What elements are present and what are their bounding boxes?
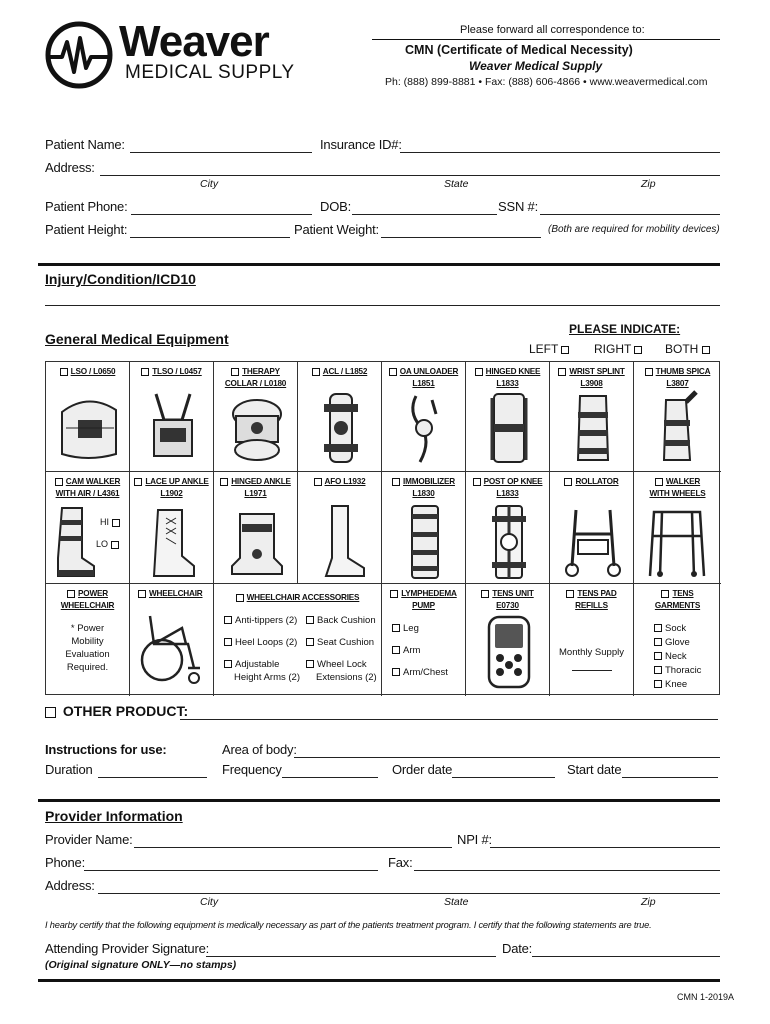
injury-field[interactable] — [45, 305, 720, 306]
start-date-field[interactable] — [622, 777, 718, 778]
garment-option-label: Thoracic — [665, 665, 702, 676]
equipment-code: L1833 — [496, 379, 519, 388]
acc-option[interactable] — [224, 614, 297, 627]
power-note-line: Required. — [66, 662, 109, 673]
duration-label: Duration — [45, 762, 93, 777]
lymph-option[interactable] — [392, 644, 420, 657]
equipment-cell[interactable] — [298, 362, 382, 472]
equipment-label: THERAPY — [242, 367, 280, 376]
checkbox[interactable] — [236, 594, 244, 602]
acc-option[interactable] — [306, 636, 374, 649]
pad-supply: Monthly Supply — [559, 647, 624, 658]
cam-lo-label: LO — [96, 539, 109, 549]
equipment-code: L1902 — [160, 489, 183, 498]
provider-address-field[interactable] — [98, 893, 720, 894]
equipment-cell[interactable] — [130, 584, 214, 696]
dob-field[interactable] — [352, 214, 497, 215]
checkbox[interactable] — [475, 368, 483, 376]
patient-name-field[interactable] — [130, 152, 312, 153]
lymph-option-label: Leg — [403, 623, 419, 634]
equipment-grid — [45, 361, 720, 695]
dob-label: DOB: — [320, 199, 351, 214]
equipment-label: WHEELCHAIR — [149, 589, 203, 598]
other-product-label: OTHER PRODUCT: — [62, 703, 189, 719]
checkbox[interactable] — [60, 368, 68, 376]
equipment-label: IMMOBILIZER — [403, 477, 455, 486]
checkbox[interactable] — [67, 590, 75, 598]
equipment-label: ACL / L1852 — [322, 367, 368, 376]
checkbox[interactable] — [306, 616, 314, 624]
form-code: CMN 1-2019A — [677, 992, 735, 1002]
lymph-option-label: Arm/Chest — [403, 667, 448, 678]
hinged-ankle-icon — [228, 510, 286, 578]
equipment-label: ROLLATOR — [575, 477, 619, 486]
checkbox[interactable] — [564, 478, 572, 486]
equipment-code: L1830 — [412, 489, 435, 498]
side-left-label: LEFT — [529, 342, 559, 356]
checkbox[interactable] — [224, 638, 232, 646]
zip-caption: Zip — [641, 178, 656, 190]
company-name: Weaver Medical Supply — [469, 59, 603, 73]
equipment-label: LACE UP ANKLE — [145, 477, 209, 486]
start-date-label: Start date — [567, 762, 622, 777]
garment-option[interactable] — [654, 622, 686, 635]
checkbox[interactable] — [220, 478, 228, 486]
other-product[interactable] — [45, 703, 188, 719]
equipment-code: E0730 — [496, 601, 519, 610]
address-field[interactable] — [100, 175, 720, 176]
divider — [38, 799, 720, 802]
instructions-label: Instructions for use: — [45, 742, 167, 757]
equipment-cell[interactable] — [130, 472, 214, 584]
acc-option-cont: Height Arms (2) — [234, 672, 300, 683]
equipment-cell[interactable] — [46, 362, 130, 472]
garment-option[interactable] — [654, 650, 687, 663]
equipment-cell[interactable] — [634, 362, 721, 472]
order-date-label: Order date — [392, 762, 453, 777]
side-both[interactable] — [665, 342, 713, 356]
provider-phone-label: Phone: — [45, 855, 86, 870]
side-both-label: BOTH — [665, 342, 699, 356]
wrist-splint-icon — [570, 390, 616, 466]
rollator-icon — [562, 504, 624, 578]
certify-statement: I hearby certify that the following equipment is medically necessary as part of the patients treatment program. I certify that the following statements are true. — [45, 920, 652, 930]
equipment-cell[interactable] — [382, 362, 466, 472]
equipment-code: COLLAR / L0180 — [224, 379, 287, 388]
power-note-line: Evaluation — [65, 649, 110, 660]
equipment-label: CAM WALKER — [65, 477, 121, 486]
fax-field[interactable] — [414, 870, 720, 871]
checkbox[interactable] — [45, 707, 56, 718]
frequency-label: Frequency — [222, 762, 282, 777]
date-label: Date: — [502, 941, 533, 956]
checkbox[interactable] — [134, 478, 142, 486]
weight-field[interactable] — [381, 237, 541, 238]
equipment-cell[interactable] — [214, 362, 298, 472]
equipment-label: TENS UNIT — [492, 589, 534, 598]
equipment-label: LYMPHEDEMA — [401, 589, 457, 598]
equipment-cell[interactable] — [214, 472, 298, 584]
please-indicate: PLEASE INDICATE: — [569, 322, 681, 336]
thumb-spica-icon — [654, 390, 700, 466]
logo-sub: MEDICAL SUPPLY — [125, 62, 295, 83]
equipment-title: General Medical Equipment — [45, 331, 229, 347]
acc-option-cont: Extensions (2) — [316, 672, 377, 683]
city-caption: City — [200, 178, 219, 190]
checkbox[interactable] — [645, 368, 653, 376]
equipment-label: POST OP KNEE — [483, 477, 543, 486]
acc-option[interactable] — [224, 658, 300, 684]
garment-option-label: Glove — [665, 637, 690, 648]
divider — [38, 263, 720, 266]
checkbox[interactable] — [112, 519, 120, 527]
equipment-label: TLSO / L0457 — [152, 367, 202, 376]
checkbox[interactable] — [224, 616, 232, 624]
equipment-label: WALKER — [665, 477, 701, 486]
garment-option[interactable] — [654, 664, 701, 677]
height-field[interactable] — [130, 237, 290, 238]
checkbox[interactable] — [392, 668, 400, 676]
checkbox[interactable] — [138, 590, 146, 598]
divider — [38, 979, 720, 982]
equipment-cell[interactable] — [46, 472, 130, 584]
npi-label: NPI #: — [457, 832, 492, 847]
checkbox[interactable] — [661, 590, 669, 598]
walker-icon — [644, 506, 710, 578]
cam-hi[interactable] — [100, 516, 123, 529]
checkbox[interactable] — [306, 638, 314, 646]
acc-option-label: Back Cushion — [317, 615, 376, 626]
equipment-cell[interactable] — [550, 584, 634, 696]
header-rule — [372, 39, 720, 40]
checkbox[interactable] — [390, 590, 398, 598]
signature-note: (Original signature ONLY—no stamps) — [45, 959, 237, 971]
checkbox[interactable] — [231, 368, 239, 376]
equipment-code: WITH AIR / L4361 — [55, 489, 120, 498]
accessories-label: WHEELCHAIR ACCESSORIES — [246, 593, 360, 602]
checkbox[interactable] — [111, 541, 119, 549]
cam-lo[interactable] — [96, 538, 122, 551]
side-right[interactable] — [594, 342, 645, 356]
side-left[interactable] — [529, 342, 572, 356]
checkbox[interactable] — [481, 590, 489, 598]
lso-brace-icon — [58, 392, 120, 464]
fax-label: Fax: — [388, 855, 413, 870]
weight-label: Patient Weight: — [294, 222, 379, 237]
provider-name-label: Provider Name: — [45, 832, 133, 847]
equipment-cell[interactable] — [382, 472, 466, 584]
duration-field[interactable] — [98, 777, 207, 778]
garment-option-label: Knee — [665, 679, 688, 690]
patient-phone-field[interactable] — [131, 214, 312, 215]
checkbox[interactable] — [654, 624, 662, 632]
checkbox[interactable] — [655, 478, 663, 486]
checkbox[interactable] — [392, 646, 400, 654]
equipment-cell[interactable] — [466, 362, 550, 472]
equipment-cell[interactable] — [466, 472, 550, 584]
equipment-label: WRIST SPLINT — [569, 367, 625, 376]
equipment-code: WHEELCHAIR — [60, 601, 115, 610]
logo-word: Weaver — [119, 17, 269, 66]
provider-phone-field[interactable] — [84, 870, 378, 871]
order-date-field[interactable] — [452, 777, 555, 778]
checkbox[interactable] — [558, 368, 566, 376]
checkbox[interactable] — [654, 666, 662, 674]
acc-option-label: Anti-tippers (2) — [235, 615, 298, 626]
acc-option[interactable] — [224, 636, 297, 649]
signature-field[interactable] — [206, 956, 496, 957]
tens-unit-icon — [486, 614, 532, 690]
checkbox[interactable] — [392, 624, 400, 632]
equipment-label: POWER — [78, 589, 108, 598]
acc-option-label: Heel Loops (2) — [235, 637, 298, 648]
checkbox[interactable] — [306, 660, 314, 668]
garment-option-label: Sock — [665, 623, 687, 634]
power-note-line: Mobility — [71, 636, 104, 647]
equipment-label: OA UNLOADER — [399, 367, 459, 376]
lymph-option[interactable] — [392, 666, 448, 679]
equipment-label: HINGED KNEE — [485, 367, 541, 376]
equipment-cell[interactable] — [634, 584, 721, 696]
acc-option[interactable] — [306, 658, 377, 684]
checkbox[interactable] — [141, 368, 149, 376]
patient-phone-label: Patient Phone: — [45, 199, 128, 214]
state-caption: State — [444, 178, 469, 190]
cervical-collar-icon — [228, 392, 286, 464]
checkbox[interactable] — [654, 680, 662, 688]
npi-field[interactable] — [490, 847, 720, 848]
equipment-label: TENS PAD — [577, 589, 617, 598]
other-product-field[interactable] — [180, 719, 718, 720]
wheelchair-icon — [138, 608, 206, 688]
acc-option-label: Adjustable — [235, 659, 280, 670]
post-op-knee-icon — [488, 502, 530, 582]
area-field[interactable] — [294, 757, 720, 758]
equipment-code: L1833 — [496, 489, 519, 498]
ssn-label: SSN #: — [498, 199, 538, 214]
equipment-cell[interactable] — [46, 584, 130, 696]
equipment-cell[interactable] — [466, 584, 550, 696]
provider-name-field[interactable] — [134, 847, 452, 848]
garment-option-label: Neck — [665, 651, 687, 662]
equipment-code: REFILLS — [575, 601, 608, 610]
power-note — [46, 622, 129, 674]
acc-option[interactable] — [306, 614, 376, 627]
equipment-code: GARMENTS — [654, 601, 701, 610]
hinged-knee-icon — [486, 390, 532, 466]
signature-label: Attending Provider Signature: — [45, 941, 210, 956]
checkbox[interactable] — [389, 368, 397, 376]
side-right-label: RIGHT — [594, 342, 632, 356]
insurance-label: Insurance ID#: — [320, 137, 402, 152]
equipment-cell[interactable] — [550, 472, 634, 584]
afo-brace-icon — [318, 502, 368, 580]
heartbeat-logo-icon — [44, 20, 114, 90]
company-contact: Ph: (888) 899-8881 • Fax: (888) 606-4866 • www.weavermedical.com — [385, 76, 708, 88]
provider-title: Provider Information — [45, 808, 183, 824]
checkbox[interactable] — [314, 478, 322, 486]
equipment-cell[interactable] — [634, 472, 721, 584]
checkbox[interactable] — [224, 660, 232, 668]
equipment-label: TENS — [672, 589, 694, 598]
acc-option-label: Seat Cushion — [317, 637, 375, 648]
equipment-cell[interactable] — [382, 584, 466, 696]
area-label: Area of body: — [222, 742, 297, 757]
accessories-cell — [214, 584, 382, 696]
tlso-brace-icon — [146, 390, 200, 466]
equipment-code: WITH WHEELS — [649, 489, 706, 498]
equipment-label: THUMB SPICA — [655, 367, 711, 376]
checkbox[interactable] — [392, 478, 400, 486]
equipment-code: L1971 — [244, 489, 267, 498]
equipment-label: LSO / L0650 — [70, 367, 116, 376]
cam-walker-icon — [54, 504, 96, 580]
forward-text: Please forward all correspondence to: — [460, 24, 645, 36]
checkbox[interactable] — [55, 478, 63, 486]
garment-option[interactable] — [654, 636, 690, 649]
checkbox[interactable] — [634, 346, 642, 354]
address-label: Address: — [45, 160, 95, 175]
oa-unloader-icon — [402, 392, 448, 466]
state-caption: State — [444, 896, 469, 908]
power-note-line: * Power — [70, 623, 105, 634]
provider-address-label: Address: — [45, 878, 95, 893]
lymph-option[interactable] — [392, 622, 419, 635]
checkbox[interactable] — [473, 478, 481, 486]
equipment-code: L3807 — [666, 379, 689, 388]
knee-immobilizer-icon — [406, 502, 444, 582]
equipment-cell[interactable] — [550, 362, 634, 472]
cam-hi-label: HI — [100, 517, 109, 527]
equipment-label: AFO L1932 — [324, 477, 366, 486]
checkbox[interactable] — [312, 368, 320, 376]
equipment-cell[interactable] — [298, 472, 382, 584]
garment-option[interactable] — [654, 678, 687, 691]
frequency-field[interactable] — [282, 777, 378, 778]
equipment-cell[interactable] — [130, 362, 214, 472]
ssn-field[interactable] — [540, 214, 720, 215]
city-caption: City — [200, 896, 219, 908]
checkbox[interactable] — [566, 590, 574, 598]
acc-option-label: Wheel Lock — [317, 659, 367, 670]
equipment-label: HINGED ANKLE — [231, 477, 291, 486]
insurance-field[interactable] — [400, 152, 720, 153]
equipment-code: PUMP — [412, 601, 435, 610]
checkbox[interactable] — [654, 652, 662, 660]
lace-up-ankle-icon — [148, 506, 198, 580]
zip-caption: Zip — [641, 896, 656, 908]
checkbox[interactable] — [702, 346, 710, 354]
acl-brace-icon — [316, 390, 366, 466]
injury-title: Injury/Condition/ICD10 — [45, 271, 196, 287]
form-title: CMN (Certificate of Medical Necessity) — [405, 43, 633, 57]
date-field[interactable] — [532, 956, 720, 957]
checkbox[interactable] — [654, 638, 662, 646]
height-label: Patient Height: — [45, 222, 128, 237]
equipment-code: L1851 — [412, 379, 435, 388]
pad-supply-field[interactable] — [572, 670, 612, 671]
lymph-option-label: Arm — [403, 645, 421, 656]
mobility-note: (Both are required for mobility devices) — [548, 224, 720, 235]
equipment-code: L3908 — [580, 379, 603, 388]
checkbox[interactable] — [561, 346, 569, 354]
patient-name-label: Patient Name: — [45, 137, 125, 152]
